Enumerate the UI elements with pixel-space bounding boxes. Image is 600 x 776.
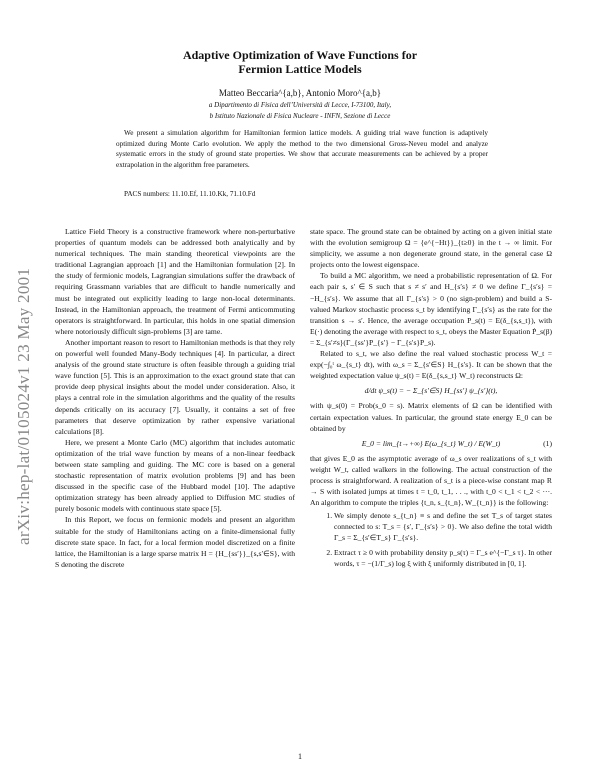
affiliation-a: a Dipartimento di Fisica dell’Università di Lecce, I-73100, Italy, <box>208 101 392 109</box>
paragraph: In this Report, we focus on fermionic models and present an algorithm suitable for the study of Hamiltonians acting on a finite-dimensional fully discrete state space. In fact, for a local fermion model discretized on a finite lattice, the Hamiltonian is a large sparse matrix H = {H_{ss′}}_{s,s′∈S}, with S denoting the discrete <box>55 515 295 569</box>
arxiv-identifier: arXiv:hep-lat/0105024v1 23 May 2001 <box>14 267 33 545</box>
pacs-numbers: PACS numbers: 11.10.Ef, 11.10.Kk, 71.10.Fd <box>124 190 256 198</box>
title-line-1: Adaptive Optimization of Wave Functions for <box>182 48 418 62</box>
paragraph: with ψ_s(0) = Prob(s_0 = s). Matrix elements of Ω can be identified with certain expectation values. In particular, the ground state energy E_0 can be obtained by <box>310 401 552 433</box>
page-number: 1 <box>298 752 302 761</box>
paragraph: Another important reason to resort to Hamiltonian methods is that they rely on powerful well founded Many-Body techniques [4]. In particular, a direct analysis of the ground state structure is often feasible through a guiding trial wave function [5]. This is an approximation to the exact ground state that can provide deep physical insights about the model under consideration. Also, it plays a central role in the simulation algorithms and the quality of the results depends critically on its accuracy [7]. Usually, it contains a set of free parameters that deserve optimization by rather expensive variational calculations [8]. <box>55 337 295 436</box>
equation-number: (1) <box>543 438 552 448</box>
affiliation-b: b Istituto Nazionale di Fisica Nucleare - INFN, Sezione di Lecce <box>209 112 391 120</box>
equation-psi <box>310 385 552 396</box>
paragraph: state space. The ground state can be obtained by acting on a given initial state with the evolution semigroup Ω = {e^{−Ht}}_{t≥0} in the t → ∞ limit. For simplicity, we assume a non degenerate ground state, in the general case Ω projects onto the lowest eigenspace. <box>310 227 552 270</box>
list-item: 2. Extract τ ≥ 0 with probability density p_s(τ) = Γ_s e^{−Γ_s τ}. In other words, τ = −(1/Γ_s) log ξ with ξ uniformly distributed in [0, 1]. <box>334 547 552 569</box>
paragraph: Lattice Field Theory is a constructive framework where non-perturbative properties of quantum models can be addressed both analytically and by numerical techniques. The main standing theoretical viewpoints are the traditional Lagrangian approach [1] and the Hamiltonian formulation [2]. In the study of fermionic models, Lagrangian simulations suffer the drawback of requiring Grassmann variables that are difficult to handle numerically and must be integrated out explicitly leading to large non-local determinants. Instead, in the Hamiltonian approach, the treatment of Fermi anticommuting operators is straightforward. In particular, this holds in one spatial dimension where notoriously difficult sign-problems [3] are tame. <box>55 227 295 336</box>
abstract: We present a simulation algorithm for Hamiltonian fermion lattice models. A guiding trial wave function is adaptively optimized during Monte Carlo evolution. We apply the method to the two dimensional Gross-Neveu model and analyze systematic errors in the study of ground state properties. We show that accurate measurements can be achieved by a proper extrapolation in the algorithm free parameters. <box>116 129 488 169</box>
list-item: 1. We simply denote s_{t_n} ≡ s and define the set T_s of target states connected to s: T_s = {s′, Γ_{s′s} > 0}. We also define the total width Γ_s = Σ_{s′∈T_s} Γ_{s′s}. <box>334 510 552 543</box>
equation-body: E_0 = lim_{t→+∞} E(ω_{s_t} W_t) / E(W_t) <box>361 438 501 448</box>
equation-body: d/dt ψ_s(t) = − Σ_{s′∈S} H_{ss′} ψ_{s′}(t), <box>364 386 498 396</box>
paragraph: Here, we present a Monte Carlo (MC) algorithm that includes automatic optimization of the trial wave function by means of a non-linear feedback between state sampling and guiding. The MC core is based on a general stochastic representation of matrix evolution problems [9] and has been discussed in the specific case of the Hubbard model [10]. The adaptive optimization strategy has been already applied to Diffusion MC studies of purely bosonic models with continuous state space [5]. <box>55 437 295 514</box>
paragraph: To build a MC algorithm, we need a probabilistic representation of Ω. For each pair s, s′ ∈ S such that s ≠ s′ and H_{s′s} ≠ 0 we define Γ_{s′s} = −H_{s′s}. We assume that all Γ_{s′s} > 0 (no sign-problem) and build a S-valued Markov stochastic process s_t by identifying Γ_{s′s} as the rate for the transition s → s′. Hence, the average occupation P_s(t) = E(δ_{s,s_t}), with E(·) denoting the average with respect to s_t, obeys the Master Equation Ṗ_s(β) = Σ_{s′≠s}(Γ_{ss′}P_{s′} − Γ_{s′s}P_s). <box>310 271 552 347</box>
right-column <box>310 226 552 572</box>
authors: Matteo Beccaria^{a,b}, Antonio Moro^{a,b} <box>218 88 382 98</box>
title-line-2: Fermion Lattice Models <box>238 62 362 76</box>
algorithm-steps <box>310 510 552 568</box>
left-column <box>55 226 295 570</box>
paragraph: that gives E_0 as the asymptotic average of ω_s over realizations of s_t with weight W_t, called walkers in the following. The actual construction of the process is straightforward. A realization of s_t is a piece-wise constant map R → S with isolated jumps at times t = t_0, t_1, . . ., with t_0 < t_1 < t_2 < ···. An algorithm to compute the triples {t_n, s_{t_n}, W_{t_n}} is the following: <box>310 453 552 508</box>
equation-1 <box>310 438 552 449</box>
paragraph: Related to s_t, we also define the real valued stochastic process W_t = exp(−∫₀ᵗ ω_{s_t} dt), with ω_s = Σ_{s′∈S} H_{s′s}. It can be shown that the weighted expectation value ψ_s(t) = E(δ_{s,s_t} W_t) reconstructs Ω: <box>310 349 552 381</box>
paper-title <box>0 48 600 76</box>
